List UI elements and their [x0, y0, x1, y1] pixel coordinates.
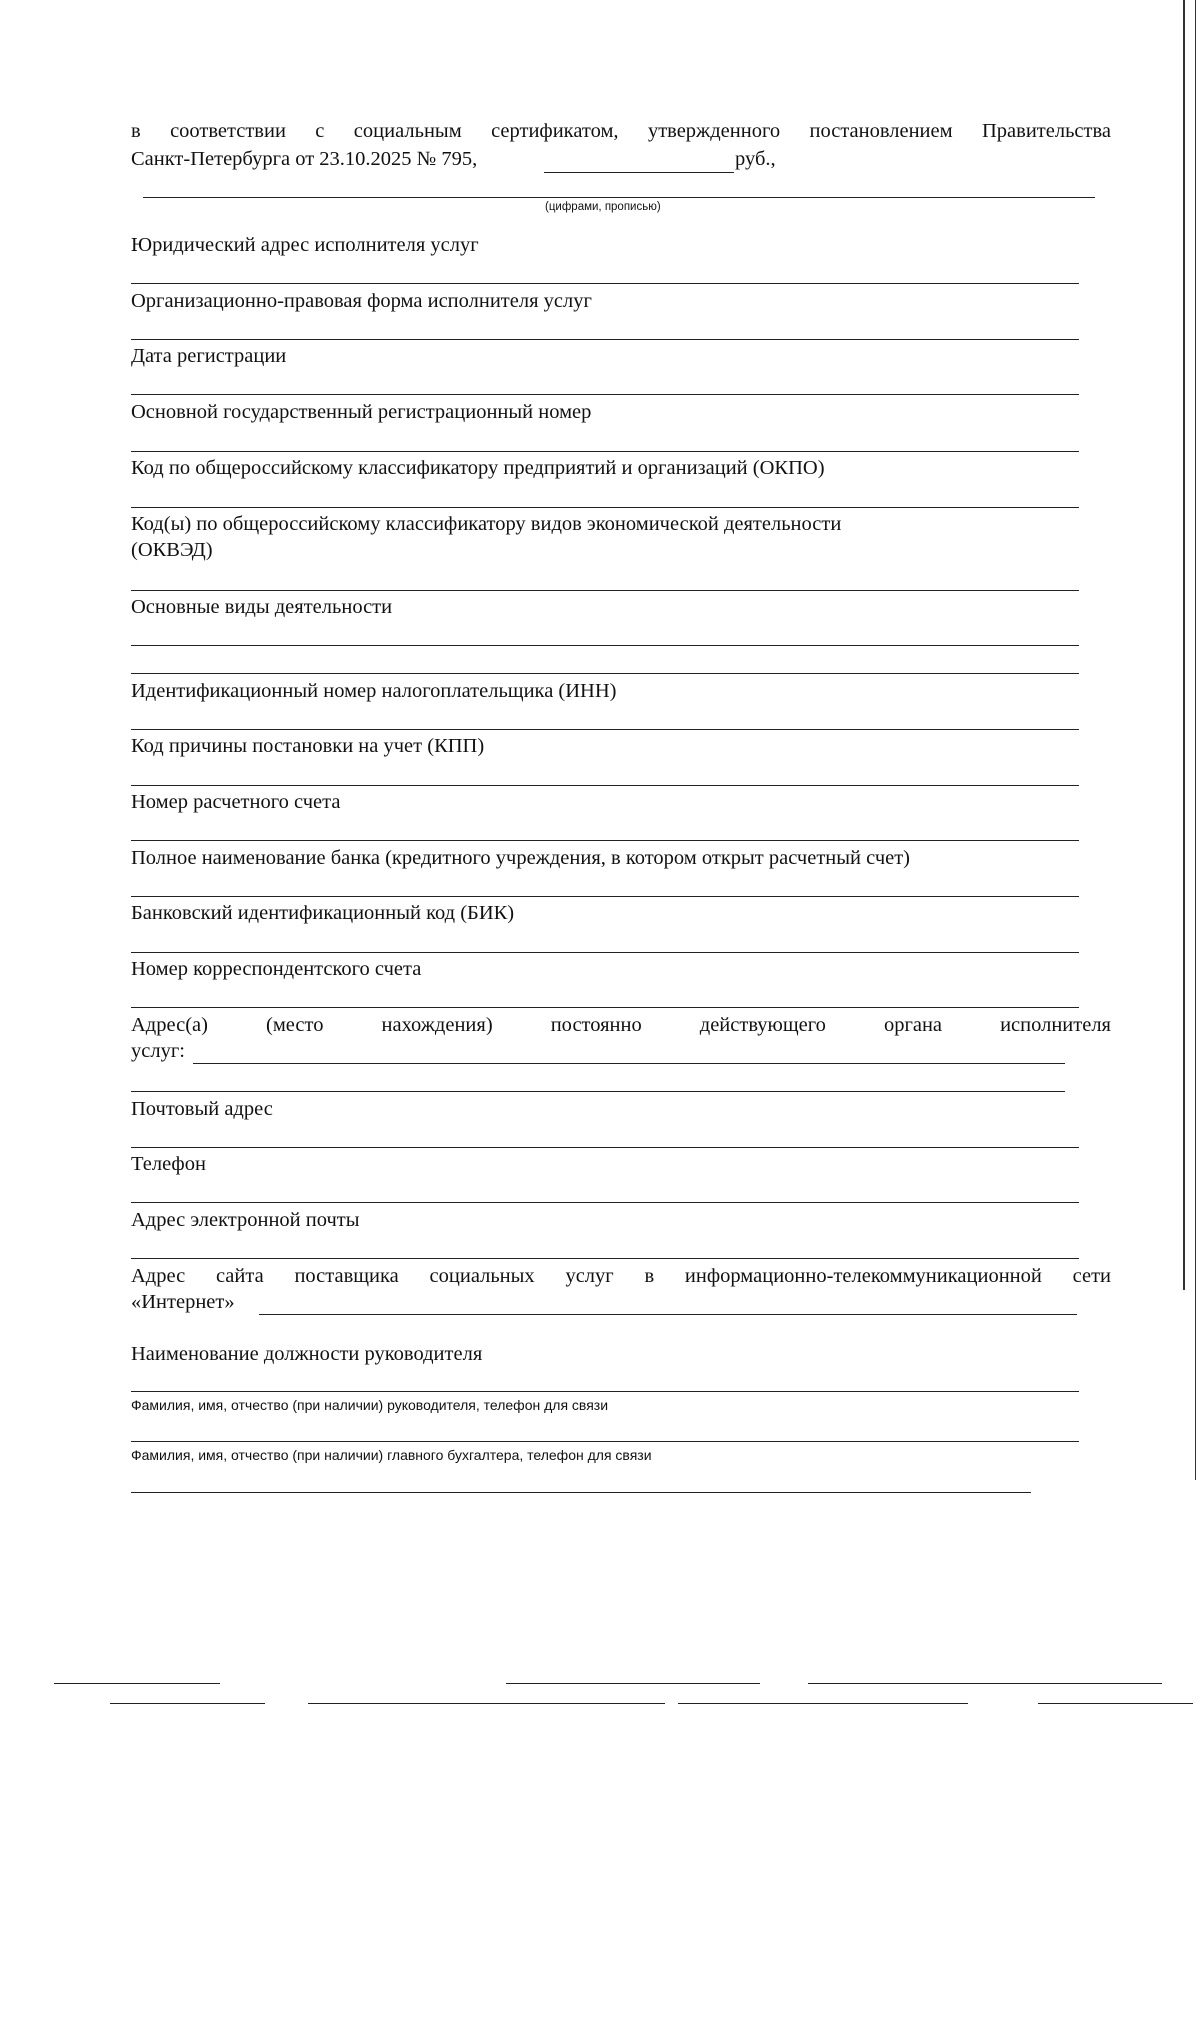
website-label-line-1: Адрес сайта поставщика социальных услуг в информационно-телекоммуникационной сети: [131, 1265, 1111, 1287]
footer-line: [808, 1683, 1162, 1684]
kpp-label: Код причины постановки на учет (КПП): [131, 735, 485, 757]
ogrn-label: Основной государственный регистрационный номер: [131, 401, 592, 423]
main-activities-line-2[interactable]: [131, 673, 1079, 674]
postal-address-label: Почтовый адрес: [131, 1098, 273, 1120]
inn-line[interactable]: [131, 729, 1079, 730]
intro-line-2-suffix: руб.,: [735, 148, 776, 170]
footer-line: [506, 1683, 760, 1684]
email-line[interactable]: [131, 1258, 1079, 1259]
scan-edge-line: [1183, 0, 1185, 1290]
website-label-line-2: «Интернет»: [131, 1291, 235, 1313]
phone-line[interactable]: [131, 1202, 1079, 1203]
main-activities-line-1[interactable]: [131, 645, 1079, 646]
head-name-line[interactable]: [131, 1441, 1079, 1442]
intro-line-2-prefix: Санкт-Петербурга от 23.10.2025 № 795,: [131, 148, 478, 170]
okpo-line[interactable]: [131, 507, 1079, 508]
postal-address-line[interactable]: [131, 1147, 1079, 1148]
footer-line: [308, 1703, 665, 1704]
body-address-label-line-1: Адрес(а) (место нахождения) постоянно действующего органа исполнителя: [131, 1014, 1111, 1036]
org-form-line[interactable]: [131, 339, 1079, 340]
inn-label: Идентификационный номер налогоплательщика (ИНН): [131, 680, 617, 702]
legal-address-line[interactable]: [131, 283, 1079, 284]
footer-line: [54, 1683, 220, 1684]
body-address-inline-line[interactable]: [193, 1063, 1065, 1064]
amount-words-line[interactable]: [143, 197, 1095, 198]
okved-line[interactable]: [131, 590, 1079, 591]
kpp-line[interactable]: [131, 785, 1079, 786]
okpo-label: Код по общероссийскому классификатору предприятий и организаций (ОКПО): [131, 457, 825, 479]
email-label: Адрес электронной почты: [131, 1209, 360, 1231]
footer-line: [678, 1703, 968, 1704]
main-activities-label: Основные виды деятельности: [131, 596, 393, 618]
body-address-label-line-2: услуг:: [131, 1040, 185, 1062]
org-form-label: Организационно-правовая форма исполнителя услуг: [131, 290, 592, 312]
amount-blank-line[interactable]: [544, 172, 734, 173]
intro-line-1: в соответствии с социальным сертификатом, утвержденного постановлением Правительства: [131, 120, 1111, 142]
amount-hint: (цифрами, прописью): [545, 201, 661, 213]
account-line[interactable]: [131, 840, 1079, 841]
okved-label-line-2: (ОКВЭД): [131, 539, 213, 561]
footer-line: [1038, 1703, 1193, 1704]
head-name-label: Фамилия, имя, отчество (при наличии) руководителя, телефон для связи: [131, 1397, 609, 1413]
corr-account-line[interactable]: [131, 1007, 1079, 1008]
ogrn-line[interactable]: [131, 451, 1079, 452]
bik-label: Банковский идентификационный код (БИК): [131, 902, 515, 924]
accountant-name-line[interactable]: [131, 1492, 1031, 1493]
footer-line: [110, 1703, 265, 1704]
reg-date-line[interactable]: [131, 394, 1079, 395]
bank-name-line[interactable]: [131, 896, 1079, 897]
reg-date-label: Дата регистрации: [131, 345, 287, 367]
account-label: Номер расчетного счета: [131, 791, 341, 813]
body-address-line[interactable]: [131, 1091, 1065, 1092]
legal-address-label: Юридический адрес исполнителя услуг: [131, 234, 479, 256]
phone-label: Телефон: [131, 1153, 206, 1175]
accountant-name-label: Фамилия, имя, отчество (при наличии) главного бухгалтера, телефон для связи: [131, 1447, 652, 1463]
website-line[interactable]: [259, 1314, 1077, 1315]
bik-line[interactable]: [131, 952, 1079, 953]
corr-account-label: Номер корреспондентского счета: [131, 958, 422, 980]
bank-name-label: Полное наименование банка (кредитного учреждения, в котором открыт расчетный счет): [131, 847, 911, 869]
okved-label-line-1: Код(ы) по общероссийскому классификатору видов экономической деятельности: [131, 513, 842, 535]
head-position-label: Наименование должности руководителя: [131, 1343, 483, 1365]
scan-edge-line-2: [1195, 0, 1196, 1480]
head-position-line[interactable]: [131, 1391, 1079, 1392]
